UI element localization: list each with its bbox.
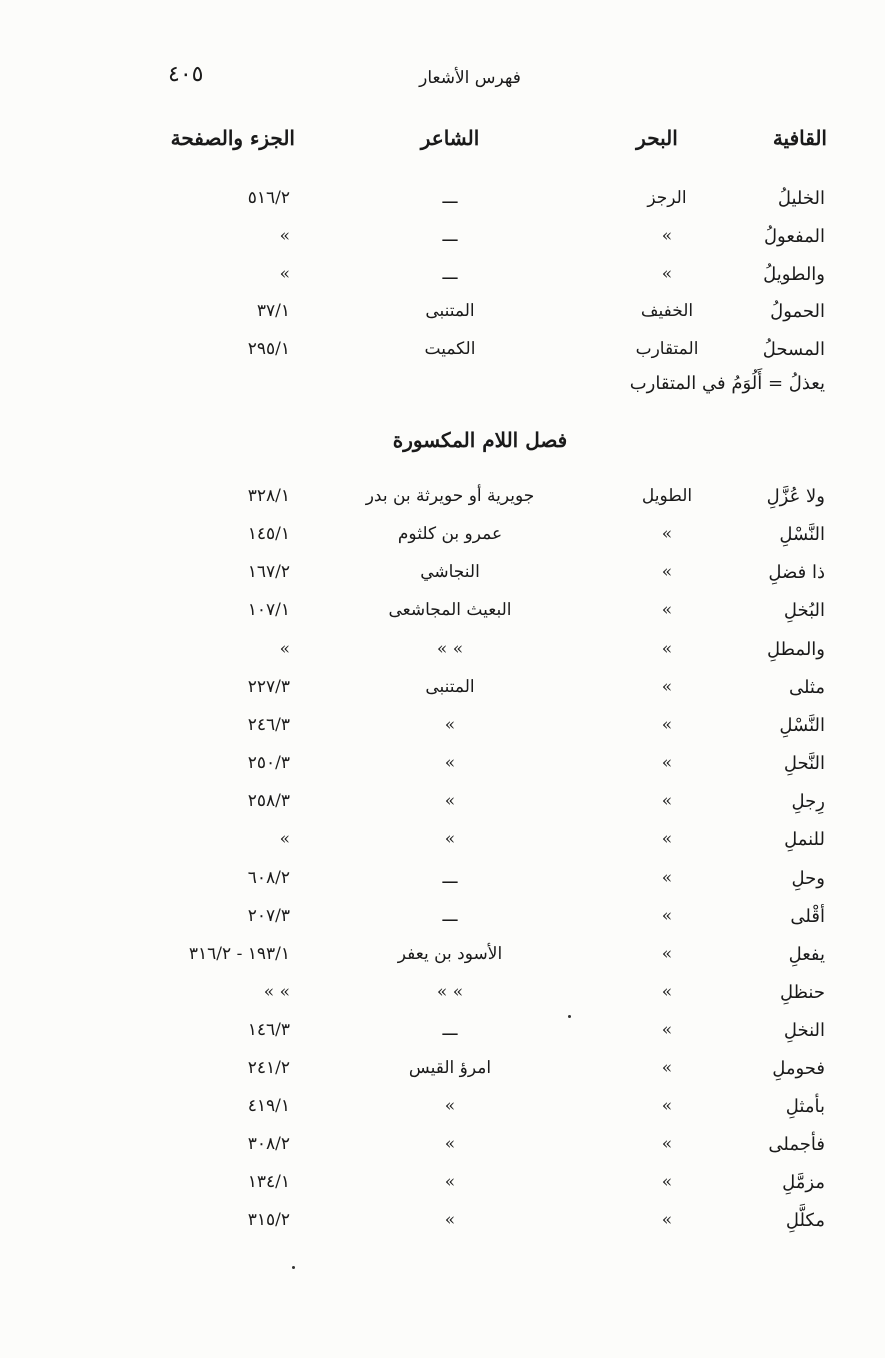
poet-cell: » [444,1172,456,1192]
reference-cell: ٢٢٧/٣ [247,677,290,697]
rhyme-cell: ولا عُزَّلِ [766,486,825,507]
poet-cell: ـــ [442,188,458,208]
rhyme-cell: رِجلِ [791,791,825,812]
meter-cell: » [661,715,673,735]
poet-cell: جويرية أو حويرثة بن بدر [365,486,535,506]
poet-cell: المتنبى [425,677,475,697]
poet-cell: ـــ [442,906,458,926]
poet-cell: » [444,753,456,773]
reference-cell: ٥١٦/٢ [247,188,290,208]
rhyme-cell: أقْلى [790,906,825,927]
reference-cell: ١٦٧/٢ [247,562,290,582]
rhyme-cell: البُخلِ [783,600,825,621]
poet-cell: عمرو بن كلثوم [397,524,503,544]
rhyme-cell: والمطلِ [767,639,825,660]
reference-cell: ٦٠٨/٢ [247,868,290,888]
poet-cell: المتنبى [425,301,475,321]
meter-cell: » [661,639,673,659]
index-row [0,980,885,1010]
reference-cell: ٤١٩/١ [247,1096,290,1116]
rhyme-cell: النَّسْلِ [779,715,825,736]
column-header-volume-page: الجزء والصفحة [170,126,295,150]
meter-cell: » [661,600,673,620]
rhyme-cell: النَّسْلِ [779,524,825,545]
index-row [0,560,885,590]
meter-cell: الطويل [641,486,693,506]
poet-cell: » [444,1134,456,1154]
index-row [0,637,885,667]
meter-cell: » [661,1172,673,1192]
poet-cell: امرؤ القيس [408,1058,492,1078]
reference-cell: ٢٤٦/٣ [247,715,290,735]
reference-cell: ٢٥٠/٣ [247,753,290,773]
reference-cell: ٣٠٨/٢ [247,1134,290,1154]
reference-cell: ٢٩٥/١ [247,339,290,359]
reference-cell: ١٤٦/٣ [247,1020,290,1040]
page-number: ٤٠٥ [168,62,204,87]
rhyme-cell: الخليلُ [777,188,825,209]
index-row [0,484,885,514]
index-row [0,904,885,934]
poet-cell: الأسود بن يعفر [397,944,503,964]
rhyme-cell: مثلى [788,677,825,698]
poet-cell: » » [436,982,464,1002]
reference-cell: ١٤٥/١ [247,524,290,544]
column-header-rhyme: القافية [772,126,827,150]
index-row [0,1208,885,1238]
index-row [0,1018,885,1048]
reference-cell: ١٩٣/١ - ٣١٦/٢ [188,944,290,964]
reference-cell: » [279,264,290,284]
meter-cell: » [661,791,673,811]
meter-cell: » [661,226,673,246]
meter-cell: » [661,1210,673,1230]
rhyme-cell: وحلِ [791,868,825,889]
index-row [0,942,885,972]
poet-cell: ـــ [442,226,458,246]
rhyme-cell: مزمَّلِ [782,1172,825,1193]
index-row [0,186,885,216]
meter-cell: » [661,829,673,849]
rhyme-cell: حنظلِ [780,982,825,1003]
reference-cell: ٢٤١/٢ [247,1058,290,1078]
rhyme-cell: ذا فضلِ [768,562,825,583]
rhyme-cell: المسحلُ [762,339,825,360]
rhyme-cell: مكلَّلِ [785,1210,825,1231]
rhyme-cell: يفعلِ [788,944,825,965]
meter-cell: » [661,906,673,926]
reference-cell: ٣٢٨/١ [247,486,290,506]
reference-cell: ٢٠٧/٣ [247,906,290,926]
poet-cell: » » [436,639,464,659]
rhyme-cell: فأجملى [768,1134,825,1155]
reference-cell: ٢٥٨/٣ [247,791,290,811]
meter-cell: » [661,1096,673,1116]
poet-cell: ـــ [442,264,458,284]
reference-cell: ٣١٥/٢ [247,1210,290,1230]
meter-cell: الخفيف [640,301,694,321]
rhyme-cell: والطويلُ [763,264,825,285]
poet-cell: » [444,1096,456,1116]
ink-speck [568,1015,571,1018]
meter-cell: » [661,264,673,284]
cross-reference-note: يعذلُ = أَلُوَمُ في المتقارب [629,373,825,394]
section-title: فصل اللام المكسورة [392,428,568,452]
index-row [0,827,885,857]
index-row [0,598,885,628]
index-row [0,675,885,705]
index-row [0,713,885,743]
rhyme-cell: النخلِ [783,1020,825,1041]
index-row [0,751,885,781]
rhyme-cell: النَّحلِ [783,753,825,774]
reference-cell: ٣٧/١ [256,301,290,321]
index-row [0,1094,885,1124]
rhyme-cell: للنملِ [784,829,825,850]
reference-cell: » [279,226,290,246]
index-row [0,224,885,254]
meter-cell: » [661,1058,673,1078]
meter-cell: » [661,753,673,773]
index-row [0,1056,885,1086]
index-row [0,1170,885,1200]
ink-speck [292,1266,295,1269]
poet-cell: النجاشي [420,562,480,582]
poet-cell: » [444,791,456,811]
poet-cell: الكميت [424,339,476,359]
column-header-poet: الشاعر [420,126,480,150]
meter-cell: » [661,868,673,888]
poet-cell: ـــ [442,868,458,888]
rhyme-cell: المفعولُ [763,226,825,247]
reference-cell: » » [263,982,290,1002]
meter-cell: المتقارب [635,339,699,359]
poet-cell: ـــ [442,1020,458,1040]
meter-cell: » [661,1134,673,1154]
index-row [0,299,885,329]
meter-cell: الرجز [647,188,687,208]
reference-cell: » [279,639,290,659]
index-row [0,262,885,292]
poet-cell: » [444,829,456,849]
rhyme-cell: الحمولُ [770,301,825,322]
poet-cell: » [444,1210,456,1230]
index-row [0,522,885,552]
column-header-meter: البحر [636,126,678,150]
poet-cell: » [444,715,456,735]
running-title: فهرس الأشعار [419,68,521,88]
meter-cell: » [661,524,673,544]
index-row [0,337,885,367]
index-row [0,866,885,896]
meter-cell: » [661,562,673,582]
rhyme-cell: فحوملِ [772,1058,825,1079]
poet-cell: البعيث المجاشعى [388,600,512,620]
reference-cell: ١٠٧/١ [247,600,290,620]
meter-cell: » [661,677,673,697]
index-row [0,1132,885,1162]
meter-cell: » [661,1020,673,1040]
meter-cell: » [661,982,673,1002]
meter-cell: » [661,944,673,964]
index-row [0,789,885,819]
reference-cell: » [279,829,290,849]
reference-cell: ١٣٤/١ [247,1172,290,1192]
rhyme-cell: بأمثلِ [785,1096,825,1117]
